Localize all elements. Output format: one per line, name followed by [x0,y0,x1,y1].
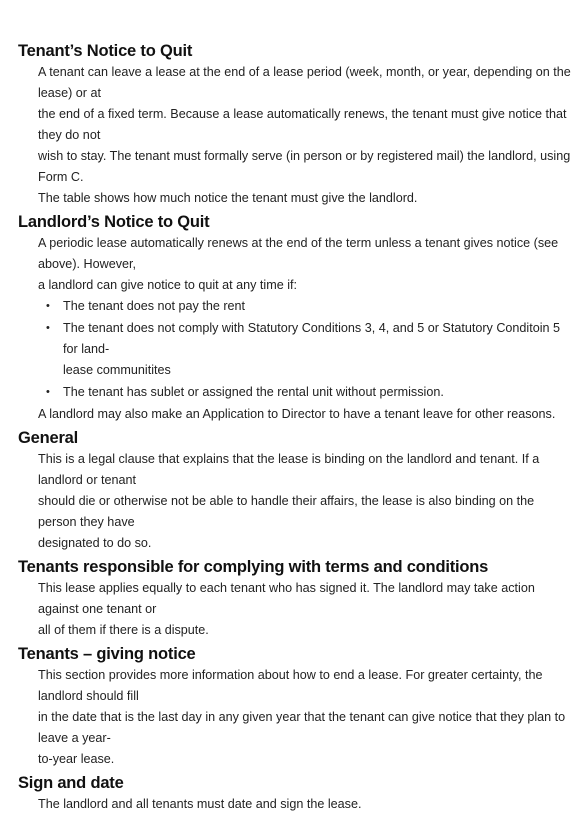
paragraph-line: The landlord and all tenants must date and sign the lease. [38,797,362,811]
paragraph-line: all of them if there is a dispute. [38,623,209,637]
section-heading: Landlord’s Notice to Quit [18,213,210,231]
bullet-text: The tenant does not pay the rent [63,299,246,313]
paragraph-line: the end of a fixed term. Because a lease automatically renews, the tenant must give notice that they do not [38,107,567,142]
section-general [18,427,575,554]
bullet-item [46,296,575,317]
paragraph-line: in the date that is the last day in any given year that the tenant can give notice that they plan to leave a year- [38,710,566,745]
paragraph-line: A periodic lease automatically renews at the end of the term unless a tenant gives notice (see above). However, [38,236,559,271]
paragraph-line: A tenant can leave a lease at the end of a lease period (week, month, or year, depending on the lease) or at [38,65,571,100]
bullet-icon: • [46,386,50,398]
section-heading: General [18,429,79,447]
bullet-item [46,318,575,381]
paragraph-line: This section provides more information about how to end a lease. For greater certainty, the landlord should fill [38,668,543,703]
section-tenants-giving-notice [18,643,575,770]
section-tenants-responsible [18,556,575,641]
bullet-item [46,382,575,403]
section-heading: Tenants – giving notice [18,645,196,663]
paragraph-line: A landlord may also make an Application to Director to have a tenant leave for other reasons. [38,407,556,421]
section-heading: Tenant’s Notice to Quit [18,42,193,60]
paragraph-line: should die or otherwise not be able to handle their affairs, the lease is also binding on the person they have [38,494,535,529]
paragraph-line: This is a legal clause that explains that the lease is binding on the landlord and tenant. If a landlord or tenant [38,452,540,487]
paragraph-line: designated to do so. [38,536,152,550]
bullet-list [18,296,575,403]
section-tenants-notice-to-quit [18,40,575,209]
bullet-text: The tenant does not comply with Statutory Conditions 3, 4, and 5 or Statutory Conditoin 5 for land- [63,321,561,356]
paragraph-line: to-year lease. [38,752,115,766]
bullet-text: The tenant has sublet or assigned the rental unit without permission. [63,385,444,399]
paragraph-line: wish to stay. The tenant must formally serve (in person or by registered mail) the landlord, using Form C. [38,149,571,184]
bullet-icon: • [46,322,50,334]
bullet-icon: • [46,300,50,312]
section-landlords-notice-to-quit [18,211,575,425]
paragraph-line: The table shows how much notice the tenant must give the landlord. [38,191,418,205]
section-heading: Tenants responsible for complying with terms and conditions [18,558,489,576]
section-heading: Sign and date [18,774,124,792]
bullet-text: lease communitites [63,363,171,377]
section-sign-and-date [18,772,575,815]
paragraph-line: a landlord can give notice to quit at any time if: [38,278,298,292]
paragraph-line: This lease applies equally to each tenant who has signed it. The landlord may take action against one tenant or [38,581,535,616]
